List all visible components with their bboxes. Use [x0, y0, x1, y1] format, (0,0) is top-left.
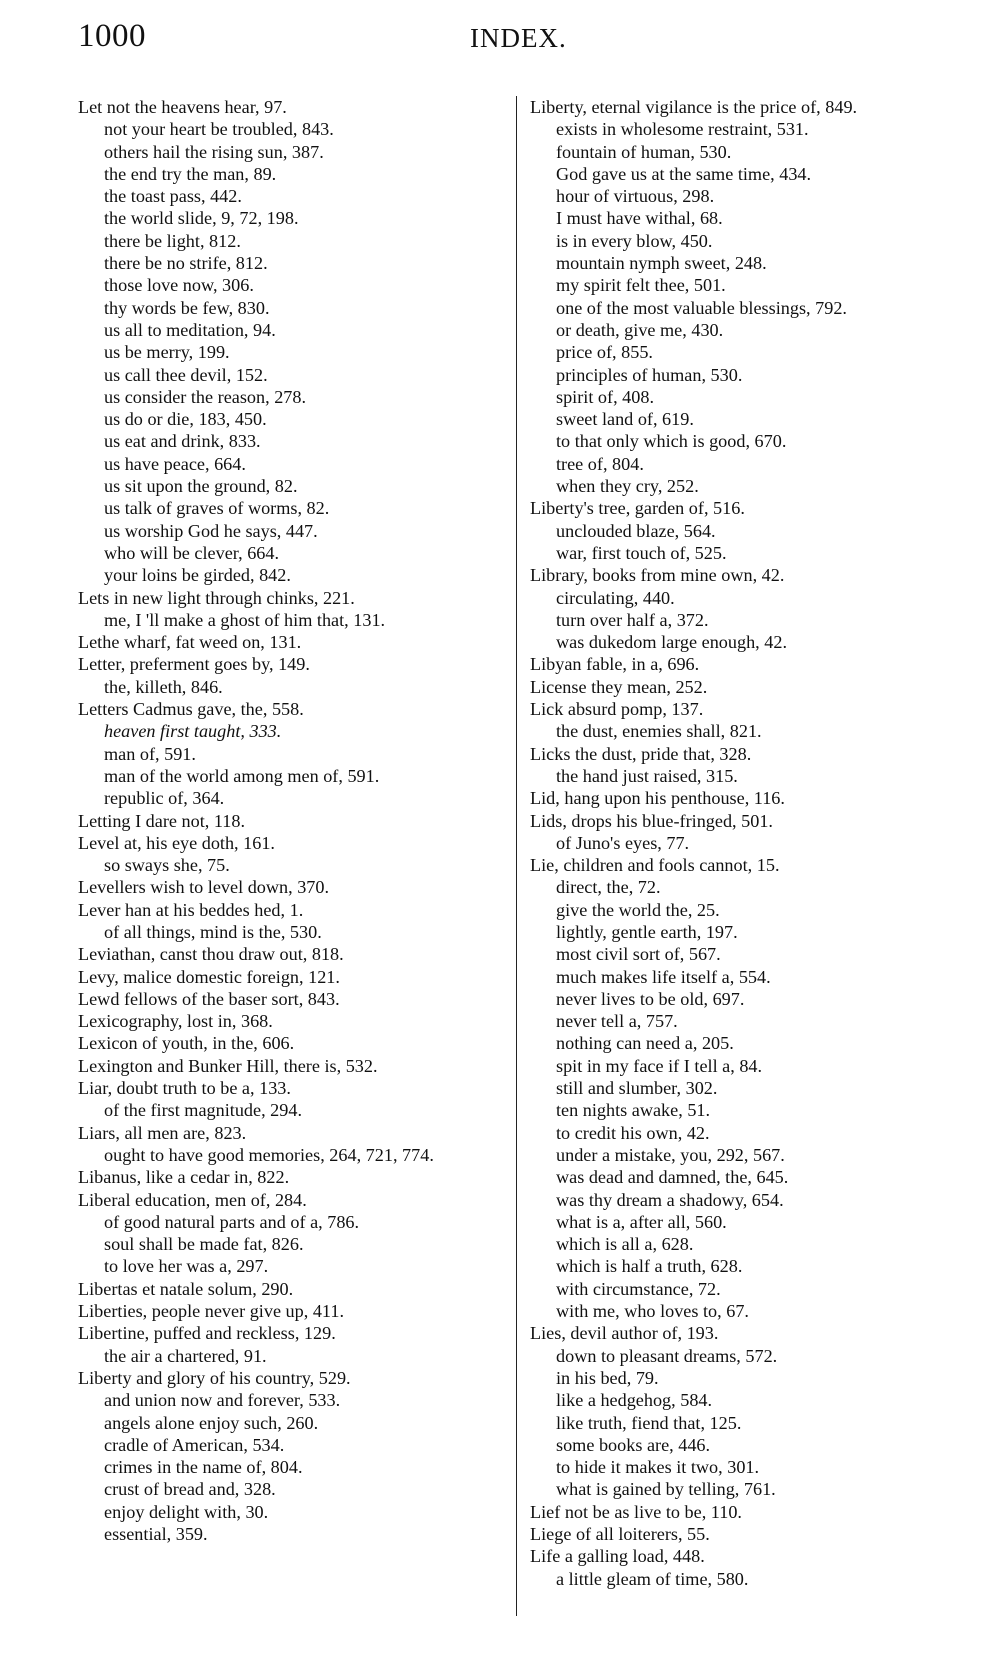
index-entry-text: of Juno's eyes, 77. [556, 832, 690, 853]
index-entry-text: Liberty, eternal vigilance is the price of, 849. [530, 97, 858, 117]
index-entry-subentry [530, 542, 970, 564]
index-entry-text: or death, give me, 430. [556, 319, 724, 340]
index-entry-text: Lie, children and fools cannot, 15. [530, 855, 780, 876]
index-entry-text: sweet land of, 619. [556, 409, 694, 430]
index-entry-subentry [530, 587, 970, 609]
index-entry-subentry [78, 542, 508, 564]
index-entry-subentry [78, 1523, 508, 1545]
index-entry-subentry [78, 787, 508, 809]
index-entry-text: Letting I dare not, 118. [78, 810, 246, 831]
index-entry-subentry [530, 297, 970, 319]
index-entry-heading [78, 810, 508, 832]
index-entry-subentry [78, 1501, 508, 1523]
index-entry-text: Libertine, puffed and reckless, 129. [78, 1323, 336, 1344]
index-entry-text: Lexicography, lost in, 368. [78, 1011, 273, 1032]
index-entry-heading [530, 698, 970, 720]
index-entry-text: Letters Cadmus gave, the, 558. [78, 699, 304, 720]
index-entry-text: the toast pass, 442. [104, 186, 242, 207]
index-entry-subentry [530, 1345, 970, 1367]
index-entry-text: Lid, hang upon his penthouse, 116. [530, 788, 785, 809]
index-entry-text: to love her was a, 297. [104, 1256, 269, 1277]
index-entry-subentry [78, 1478, 508, 1500]
index-entry-text: Liberties, people never give up, 411. [78, 1301, 344, 1322]
index-entry-subentry [530, 876, 970, 898]
page-header [0, 18, 1000, 58]
index-entry-subentry [78, 497, 508, 519]
index-entry-text: with me, who loves to, 67. [556, 1301, 749, 1322]
index-entry-text: Liege of all loiterers, 55. [530, 1524, 710, 1544]
index-entry-text: us have peace, 664. [104, 453, 246, 474]
index-entry-subentry [530, 1122, 970, 1144]
index-entry-text: Library, books from mine own, 42. [530, 565, 785, 586]
index-entry-text: price of, 855. [556, 342, 653, 363]
index-entry-subentry [530, 966, 970, 988]
index-entry-text: soul shall be made fat, 826. [104, 1234, 304, 1255]
index-entry-heading [78, 1077, 508, 1099]
index-entry-text: Lethe wharf, fat weed on, 131. [78, 632, 302, 653]
index-entry-subentry [530, 274, 970, 296]
index-entry-subentry [78, 230, 508, 252]
index-entry-text: your loins be girded, 842. [104, 565, 291, 586]
index-entry-subentry [78, 1345, 508, 1367]
index-entry-heading [78, 1055, 508, 1077]
index-entry-heading [78, 1010, 508, 1032]
index-entry-text: like truth, fiend that, 125. [556, 1412, 742, 1433]
index-entry-subentry [530, 1211, 970, 1233]
index-entry-subentry [530, 319, 970, 341]
index-entry-text: not your heart be troubled, 843. [104, 119, 334, 140]
index-entry-heading [78, 631, 508, 653]
index-entry-text: enjoy delight with, 30. [104, 1501, 269, 1522]
index-entry-text: most civil sort of, 567. [556, 944, 721, 965]
index-entry-text: the, killeth, 846. [104, 676, 223, 697]
index-entry-heading [530, 1322, 970, 1344]
index-entry-subentry [78, 430, 508, 452]
index-entry-text: Liberty and glory of his country, 529. [78, 1367, 351, 1388]
index-entry-heading [78, 943, 508, 965]
index-entry-text: Licks the dust, pride that, 328. [530, 743, 752, 764]
index-entry-subentry [78, 1211, 508, 1233]
index-entry-subentry [530, 386, 970, 408]
index-entry-text: direct, the, 72. [556, 877, 661, 898]
index-entry-text: what is a, after all, 560. [556, 1211, 727, 1232]
index-entry-subentry [530, 430, 970, 452]
page-number: 1000 [78, 18, 146, 54]
index-entry-subentry [530, 631, 970, 653]
index-entry-text: give the world the, 25. [556, 899, 720, 920]
index-entry-text: the end try the man, 89. [104, 163, 277, 184]
index-entry-subentry [530, 163, 970, 185]
index-entry-heading [78, 966, 508, 988]
index-entry-text: Lewd fellows of the baser sort, 843. [78, 988, 340, 1009]
index-entry-heading [78, 1322, 508, 1344]
index-entry-heading [78, 876, 508, 898]
index-entry-text: the hand just raised, 315. [556, 765, 738, 786]
index-entry-subentry [78, 408, 508, 430]
index-entry-text: crust of bread and, 328. [104, 1479, 276, 1500]
index-entry-subentry [530, 207, 970, 229]
index-entry-text: in his bed, 79. [556, 1367, 659, 1388]
index-column-right [530, 96, 970, 1590]
index-entry-text: circulating, 440. [556, 587, 675, 608]
index-entry-text: when they cry, 252. [556, 476, 699, 497]
index-entry-text: of good natural parts and of a, 786. [104, 1211, 360, 1232]
index-entry-text: still and slumber, 302. [556, 1078, 718, 1099]
index-entry-text: Lexicon of youth, in the, 606. [78, 1033, 295, 1054]
index-entry-subentry [530, 1099, 970, 1121]
index-entry-subentry [530, 118, 970, 140]
index-entry-text: us call thee devil, 152. [104, 364, 268, 385]
index-entry-text: Liar, doubt truth to be a, 133. [78, 1078, 291, 1099]
index-entry-text: us eat and drink, 833. [104, 431, 261, 452]
index-entry-text: us consider the reason, 278. [104, 386, 307, 407]
index-entry-subentry [78, 141, 508, 163]
index-entry-text: under a mistake, you, 292, 567. [556, 1144, 785, 1165]
index-entry-subentry [530, 408, 970, 430]
index-entry-subentry [78, 163, 508, 185]
index-entry-subentry [78, 520, 508, 542]
index-entry-subentry [78, 564, 508, 586]
index-entry-text: Lets in new light through chinks, 221. [78, 587, 355, 608]
index-entry-subentry [78, 676, 508, 698]
index-entry-text: I must have withal, 68. [556, 208, 723, 229]
index-entry-heading [530, 743, 970, 765]
index-entry-heading [78, 1189, 508, 1211]
index-entry-subentry [530, 453, 970, 475]
index-entry-text: Leviathan, canst thou draw out, 818. [78, 944, 344, 965]
index-entry-subentry [78, 1434, 508, 1456]
index-entry-subentry [78, 118, 508, 140]
index-entry-heading [530, 854, 970, 876]
index-entry-heading [78, 1300, 508, 1322]
index-entry-text: Lick absurd pomp, 137. [530, 699, 704, 720]
index-entry-text: Libyan fable, in a, 696. [530, 654, 700, 675]
index-entry-text: thy words be few, 830. [104, 297, 270, 318]
index-entry-subentry [78, 1099, 508, 1121]
index-entry-text: like a hedgehog, 584. [556, 1390, 713, 1411]
index-entry-text: Levellers wish to level down, 370. [78, 877, 330, 898]
index-entry-heading [530, 1545, 970, 1567]
index-entry-subentry [78, 854, 508, 876]
index-entry-text: Lies, devil author of, 193. [530, 1323, 719, 1344]
index-entry-heading [78, 1032, 508, 1054]
index-entry-subentry [530, 720, 970, 742]
index-entry-text: spirit of, 408. [556, 386, 655, 407]
index-entry-text: heaven first taught, 333. [104, 721, 282, 742]
index-entry-subentry [530, 1300, 970, 1322]
index-entry-subentry [530, 1055, 970, 1077]
index-entry-subentry [530, 1189, 970, 1211]
index-entry-text: republic of, 364. [104, 788, 225, 809]
page-title: INDEX. [470, 23, 567, 53]
index-entry-subentry [78, 341, 508, 363]
index-entry-subentry [530, 1144, 970, 1166]
index-entry-text: us be merry, 199. [104, 342, 230, 363]
index-entry-text: was dukedom large enough, 42. [556, 632, 788, 653]
index-entry-subentry [530, 364, 970, 386]
index-entry-text: my spirit felt thee, 501. [556, 275, 726, 296]
index-entry-text: Let not the heavens hear, 97. [78, 97, 287, 117]
index-entry-text: what is gained by telling, 761. [556, 1479, 776, 1500]
index-entry-text: unclouded blaze, 564. [556, 520, 716, 541]
index-entry-subentry [530, 230, 970, 252]
index-entry-heading [530, 497, 970, 519]
index-entry-subentry [530, 1233, 970, 1255]
index-entry-subentry [530, 943, 970, 965]
index-entry-text: Libanus, like a cedar in, 822. [78, 1167, 290, 1188]
index-entry-subentry [530, 1478, 970, 1500]
index-entry-subentry [530, 1412, 970, 1434]
index-entry-subentry [78, 319, 508, 341]
index-entry-heading [530, 96, 970, 118]
index-entry-text: Liars, all men are, 823. [78, 1122, 247, 1143]
index-entry-text: fountain of human, 530. [556, 141, 732, 162]
index-entry-text: principles of human, 530. [556, 364, 743, 385]
index-entry-text: the air a chartered, 91. [104, 1345, 267, 1366]
index-entry-subentry [530, 1389, 970, 1411]
index-entry-text: which is half a truth, 628. [556, 1256, 743, 1277]
index-entry-subentry [78, 252, 508, 274]
index-entry-heading [530, 1523, 970, 1545]
index-entry-heading [530, 564, 970, 586]
index-entry-subentry [530, 899, 970, 921]
index-entry-subentry [530, 1278, 970, 1300]
index-entry-subentry [78, 921, 508, 943]
index-entry-heading [78, 698, 508, 720]
index-entry-heading [78, 988, 508, 1010]
index-entry-text: God gave us at the same time, 434. [556, 163, 812, 184]
index-entry-text: crimes in the name of, 804. [104, 1457, 303, 1478]
index-entry-text: spit in my face if I tell a, 84. [556, 1055, 763, 1076]
index-entry-heading [530, 810, 970, 832]
index-entry-text: much makes life itself a, 554. [556, 966, 771, 987]
index-entry-heading [78, 1122, 508, 1144]
index-entry-subentry [530, 1456, 970, 1478]
index-entry-text: to that only which is good, 670. [556, 431, 787, 452]
index-entry-subentry [78, 207, 508, 229]
index-entry-heading [530, 653, 970, 675]
index-entry-text: us talk of graves of worms, 82. [104, 498, 330, 519]
index-entry-subentry [78, 274, 508, 296]
index-entry-text: Levy, malice domestic foreign, 121. [78, 966, 340, 987]
index-entry-text: License they mean, 252. [530, 676, 708, 697]
index-entry-text: us sit upon the ground, 82. [104, 476, 298, 497]
index-entry-text: the dust, enemies shall, 821. [556, 721, 762, 742]
index-entry-text: nothing can need a, 205. [556, 1033, 734, 1054]
index-entry-heading [530, 787, 970, 809]
index-entry-subentry [530, 988, 970, 1010]
index-entry-subentry [530, 520, 970, 542]
index-entry-subentry [530, 1367, 970, 1389]
index-entry-heading [78, 653, 508, 675]
index-entry-text: man of, 591. [104, 743, 196, 764]
index-entry-subentry [530, 765, 970, 787]
index-entry-subentry [78, 609, 508, 631]
index-entry-text: man of the world among men of, 591. [104, 765, 380, 786]
index-entry-text: Life a galling load, 448. [530, 1546, 705, 1567]
index-entry-text: me, I 'll make a ghost of him that, 131. [104, 609, 386, 630]
index-entry-subentry [530, 832, 970, 854]
index-column-left [78, 96, 508, 1545]
index-entry-subentry [78, 364, 508, 386]
index-entry-text: there be light, 812. [104, 230, 241, 251]
index-entry-subentry [530, 921, 970, 943]
index-entry-subentry [78, 1456, 508, 1478]
index-entry-subentry [78, 453, 508, 475]
index-entry-subentry [78, 297, 508, 319]
index-entry-text: mountain nymph sweet, 248. [556, 253, 767, 274]
index-entry-subentry [78, 765, 508, 787]
index-entry-text: essential, 359. [104, 1524, 208, 1544]
index-entry-text: which is all a, 628. [556, 1234, 694, 1255]
index-entry-subentry [78, 1144, 508, 1166]
index-entry-subentry [78, 185, 508, 207]
index-entry-heading [78, 1367, 508, 1389]
index-entry-subentry [530, 1032, 970, 1054]
index-entry-subentry [530, 185, 970, 207]
index-entry-text: Liberal education, men of, 284. [78, 1189, 307, 1210]
index-entry-text: lightly, gentle earth, 197. [556, 921, 738, 942]
index-entry-subentry [78, 1412, 508, 1434]
index-entry-text: a little gleam of time, 580. [556, 1568, 749, 1589]
index-entry-subentry [530, 1077, 970, 1099]
index-entry-text: is in every blow, 450. [556, 230, 713, 251]
index-entry-text: never lives to be old, 697. [556, 988, 745, 1009]
index-entry-text: Level at, his eye doth, 161. [78, 832, 275, 853]
index-entry-text: was dead and damned, the, 645. [556, 1167, 789, 1188]
index-entry-text: Lief not be as live to be, 110. [530, 1501, 742, 1522]
index-entry-text: who will be clever, 664. [104, 542, 280, 563]
index-entry-heading [78, 832, 508, 854]
index-entry-text: the world slide, 9, 72, 198. [104, 208, 299, 229]
index-entry-text: Libertas et natale solum, 290. [78, 1278, 294, 1299]
index-entry-text: down to pleasant dreams, 572. [556, 1345, 778, 1366]
index-entry-subentry [530, 1166, 970, 1188]
index-entry-text: to hide it makes it two, 301. [556, 1457, 760, 1478]
index-entry-text: ought to have good memories, 264, 721, 774. [104, 1144, 434, 1165]
index-entry-text: so sways she, 75. [104, 855, 230, 876]
index-entry-heading [78, 899, 508, 921]
index-entry-text: cradle of American, 534. [104, 1434, 285, 1455]
index-entry-subentry [78, 1389, 508, 1411]
index-entry-heading [78, 1278, 508, 1300]
index-entry-subentry [530, 1010, 970, 1032]
index-entry-text: others hail the rising sun, 387. [104, 141, 324, 162]
index-entry-text: angels alone enjoy such, 260. [104, 1412, 319, 1433]
index-entry-text: to credit his own, 42. [556, 1122, 710, 1143]
index-entry-subentry [78, 743, 508, 765]
index-entry-subentry [530, 609, 970, 631]
index-entry-subentry [78, 475, 508, 497]
index-entry-subentry [530, 341, 970, 363]
index-entry-subentry [530, 475, 970, 497]
index-entry-heading [530, 676, 970, 698]
index-entry-subentry [530, 1434, 970, 1456]
index-entry-text: us worship God he says, 447. [104, 520, 318, 541]
index-entry-text: with circumstance, 72. [556, 1278, 721, 1299]
index-entry-text: us all to meditation, 94. [104, 319, 276, 340]
index-entry-text: ten nights awake, 51. [556, 1100, 711, 1121]
index-entry-text: Lexington and Bunker Hill, there is, 532. [78, 1055, 378, 1076]
index-entry-text: us do or die, 183, 450. [104, 409, 267, 430]
index-entry-text: of all things, mind is the, 530. [104, 921, 322, 942]
index-entry-text: there be no strife, 812. [104, 253, 268, 274]
index-entry-subentry [78, 720, 508, 742]
index-entry-text: Lids, drops his blue-fringed, 501. [530, 810, 773, 831]
index-entry-text: those love now, 306. [104, 275, 254, 296]
index-entry-text: one of the most valuable blessings, 792. [556, 297, 847, 318]
index-entry-text: turn over half a, 372. [556, 609, 709, 630]
index-entry-text: war, first touch of, 525. [556, 542, 727, 563]
index-entry-subentry [530, 252, 970, 274]
index-entry-subentry [78, 1233, 508, 1255]
index-entry-subentry [78, 386, 508, 408]
index-entry-text: tree of, 804. [556, 453, 644, 474]
index-entry-subentry [530, 1255, 970, 1277]
index-entry-heading [78, 587, 508, 609]
index-entry-subentry [78, 1255, 508, 1277]
index-entry-heading [78, 96, 508, 118]
index-entry-text: exists in wholesome restraint, 531. [556, 119, 809, 140]
index-entry-text: hour of virtuous, 298. [556, 186, 715, 207]
index-entry-text: some books are, 446. [556, 1434, 711, 1455]
index-entry-heading [530, 1501, 970, 1523]
index-entry-text: Lever han at his beddes hed, 1. [78, 899, 304, 920]
index-entry-subentry [530, 141, 970, 163]
index-entry-text: Letter, preferment goes by, 149. [78, 654, 310, 675]
index-entry-text: and union now and forever, 533. [104, 1390, 341, 1411]
index-entry-text: Liberty's tree, garden of, 516. [530, 498, 745, 519]
index-entry-text: of the first magnitude, 294. [104, 1100, 303, 1121]
column-divider [516, 96, 517, 1616]
index-entry-text: was thy dream a shadowy, 654. [556, 1189, 784, 1210]
index-entry-heading [78, 1166, 508, 1188]
index-entry-text: never tell a, 757. [556, 1011, 678, 1032]
index-entry-subentry [530, 1568, 970, 1590]
